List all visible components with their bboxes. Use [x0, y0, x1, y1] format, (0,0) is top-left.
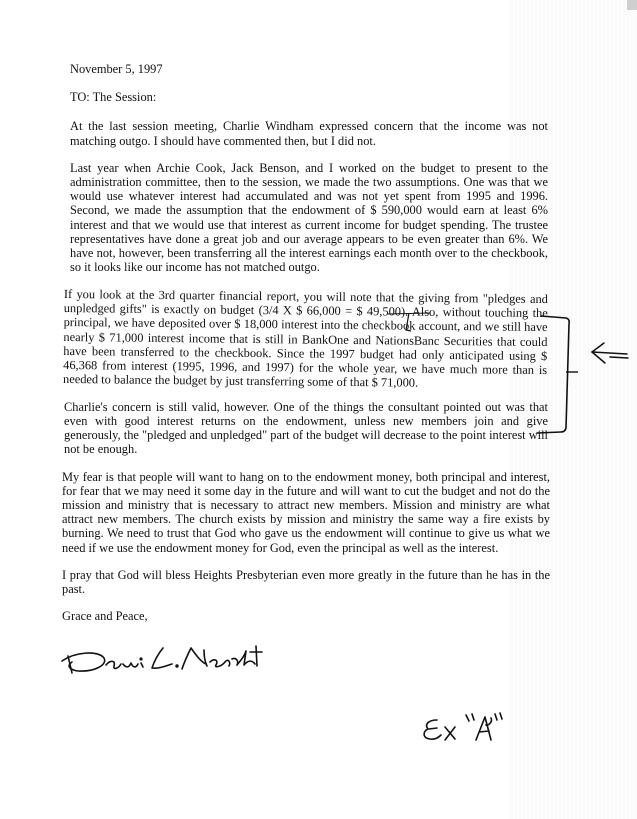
- paragraph-prayer: I pray that God will bless Heights Presbyterian even more greatly in the future than he has in the past.: [62, 567, 550, 597]
- paragraph-quarter-report: If you look at the 3rd quarter financial report, you will note that the giving from "pledges and unpledged gifts" is exactly on budget (3/4 X $ 66,000 = $ 49,500). Also, without touching the principal, we have deposited over $ 18,000 interest into the checkbook account, and we still have nearly $ 71,000 interest income that is still in BankOne and NationsBanc Securities that could have been transferred to the checkbook. Since the 1997 budget had only anticipated using $ 46,368 from interest (1995, 1996, and 1997) for the whole year, we have much more than is needed to balance the budget by just transferring some of that $ 71,000.: [62, 287, 548, 391]
- paragraph-concern-valid: Charlie's concern is still valid, however. One of the things the consultant pointed out was that even with good interest returns on the endowment, unless new members join and give generously, the "pledged and unpledged" part of the budget will decrease to the point interest will not be enough.: [64, 399, 548, 457]
- letter-body: [62, 62, 550, 624]
- letter-date: November 5, 1997: [70, 62, 163, 76]
- signature: [62, 646, 262, 673]
- paragraph-endowment-fear: My fear is that people will want to hang on to the endowment money, both principal and interest, for fear that we may need it some day in the future and will want to cut the budget and not do the mission and ministry that is necessary to attract new members. Mission and ministry are what attract new members. The church exists by mission and ministry the same way a fire exists by burning. We need to trust that God who gave us the endowment will continue to give us what we need if we use the endowment money for God, even the principal as well as the interest.: [62, 469, 550, 555]
- paragraph-income-concern: At the last session meeting, Charlie Windham expressed concern that the income was not matching outgo. I should have commented then, but I did not.: [70, 119, 548, 148]
- letter-closing: Grace and Peace,: [62, 609, 148, 624]
- letter-salutation: TO: The Session:: [70, 90, 157, 105]
- scan-corner-mark: [627, 0, 637, 10]
- exhibit-mark: [424, 713, 502, 740]
- paragraph-budget-assumptions: Last year when Archie Cook, Jack Benson, and I worked on the budget to present to the administration committee, then to the session, we made the two assumptions. One was that we would use whatever interest had accumulated and was not yet spent from 1995 and 1996. Second, we made the assumption that the endowment of $ 590,000 would earn at least 6% interest and that we would use that interest as current income for budget spending. The trustee representatives have done a great job and our average appears to be even greater than 6%. We have not, however, been transferring all the interest earnings each month over to the checkbook, so it looks like our income has not matched outgo.: [70, 160, 548, 275]
